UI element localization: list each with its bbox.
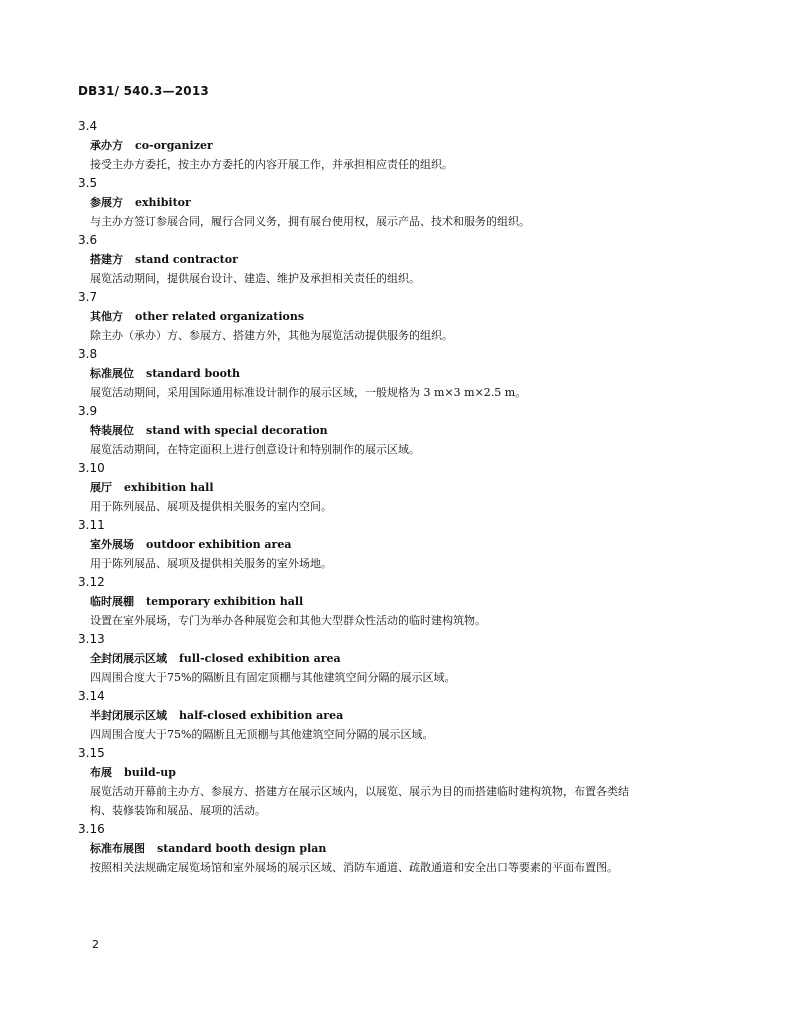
term-english: exhibitor <box>135 196 191 209</box>
term-chinese: 搭建方 <box>90 253 123 266</box>
term-number: 3.12 <box>78 575 105 589</box>
term-entry <box>78 630 738 687</box>
term-entry <box>78 231 738 288</box>
term-definition: 四周围合度大于75%的隔断且有固定顶棚与其他建筑空间分隔的展示区域。 <box>90 671 456 684</box>
term-title <box>90 364 738 383</box>
term-chinese: 标准布展图 <box>90 842 145 855</box>
term-number: 3.16 <box>78 822 105 836</box>
term-chinese: 展厅 <box>90 481 112 494</box>
term-title <box>90 763 738 782</box>
term-title <box>90 592 738 611</box>
term-definition: 接受主办方委托，按主办方委托的内容开展工作，并承担相应责任的组织。 <box>90 158 453 171</box>
term-number: 3.9 <box>78 404 98 418</box>
term-number: 3.11 <box>78 518 105 532</box>
term-title <box>90 250 738 269</box>
term-definition: 展览活动期间，在特定面积上进行创意设计和特别制作的展示区域。 <box>90 443 420 456</box>
term-number: 3.4 <box>78 119 98 133</box>
term-title <box>90 193 738 212</box>
term-english: standard booth design plan <box>157 842 327 855</box>
term-number: 3.6 <box>78 233 98 247</box>
term-chinese: 特装展位 <box>90 424 134 437</box>
term-definition: 用于陈列展品、展项及提供相关服务的室内空间。 <box>90 500 332 513</box>
term-english: other related organizations <box>135 310 305 323</box>
term-definition: 除主办（承办）方、参展方、搭建方外，其他为展览活动提供服务的组织。 <box>90 329 453 342</box>
term-chinese: 半封闭展示区域 <box>90 709 167 722</box>
term-number: 3.7 <box>78 290 98 304</box>
term-english: half-closed exhibition area <box>179 709 344 722</box>
term-definition: 展览活动期间，提供展台设计、建造、维护及承担相关责任的组织。 <box>90 272 420 285</box>
term-chinese: 其他方 <box>90 310 123 323</box>
term-chinese: 临时展棚 <box>90 595 134 608</box>
term-definition: 设置在室外展场，专门为举办各种展览会和其他大型群众性活动的临时建构筑物。 <box>90 614 486 627</box>
term-title <box>90 535 738 554</box>
term-entry <box>78 516 738 573</box>
term-entry <box>78 288 738 345</box>
term-chinese: 承办方 <box>90 139 123 152</box>
term-chinese: 布展 <box>90 766 112 779</box>
term-entry <box>78 117 738 174</box>
term-title <box>90 478 738 497</box>
term-list <box>78 117 738 877</box>
term-definition: 展览活动开幕前主办方、参展方、搭建方在展示区域内，以展览、展示为目的而搭建临时建构筑物，布置各类结构、装修装饰和展品、展项的活动。 <box>90 785 629 817</box>
term-number: 3.10 <box>78 461 105 475</box>
term-title <box>90 649 738 668</box>
term-english: build-up <box>124 766 176 779</box>
term-english: exhibition hall <box>124 481 214 494</box>
term-number: 3.13 <box>78 632 105 646</box>
term-entry <box>78 345 738 402</box>
term-entry <box>78 459 738 516</box>
term-entry <box>78 820 738 877</box>
term-entry <box>78 402 738 459</box>
term-definition: 用于陈列展品、展项及提供相关服务的室外场地。 <box>90 557 332 570</box>
term-number: 3.8 <box>78 347 98 361</box>
term-definition: 与主办方签订参展合同，履行合同义务，拥有展台使用权，展示产品、技术和服务的组织。 <box>90 215 530 228</box>
term-entry <box>78 687 738 744</box>
document-header: DB31/ 540.3—2013 <box>78 84 209 98</box>
term-definition: 按照相关法规确定展览场馆和室外展场的展示区域、消防车通道、疏散通道和安全出口等要素的平面布置图。 <box>90 861 618 874</box>
term-chinese: 室外展场 <box>90 538 134 551</box>
term-english: stand contractor <box>135 253 238 266</box>
term-entry <box>78 744 738 820</box>
term-definition: 展览活动期间，采用国际通用标准设计制作的展示区域，一般规格为 3 m×3 m×2.5 m。 <box>90 386 527 399</box>
term-title <box>90 839 738 858</box>
term-entry <box>78 573 738 630</box>
term-number: 3.14 <box>78 689 105 703</box>
term-title <box>90 421 738 440</box>
term-english: temporary exhibition hall <box>146 595 304 608</box>
term-title <box>90 136 738 155</box>
term-english: standard booth <box>146 367 240 380</box>
term-chinese: 全封闭展示区域 <box>90 652 167 665</box>
term-entry <box>78 174 738 231</box>
term-english: co-organizer <box>135 139 213 152</box>
term-definition: 四周围合度大于75%的隔断且无顶棚与其他建筑空间分隔的展示区域。 <box>90 728 434 741</box>
term-number: 3.5 <box>78 176 98 190</box>
term-english: stand with special decoration <box>146 424 328 437</box>
page-number: 2 <box>92 938 99 951</box>
term-chinese: 参展方 <box>90 196 123 209</box>
term-chinese: 标准展位 <box>90 367 134 380</box>
term-title <box>90 706 738 725</box>
term-english: full-closed exhibition area <box>179 652 341 665</box>
term-title <box>90 307 738 326</box>
term-number: 3.15 <box>78 746 105 760</box>
term-english: outdoor exhibition area <box>146 538 292 551</box>
